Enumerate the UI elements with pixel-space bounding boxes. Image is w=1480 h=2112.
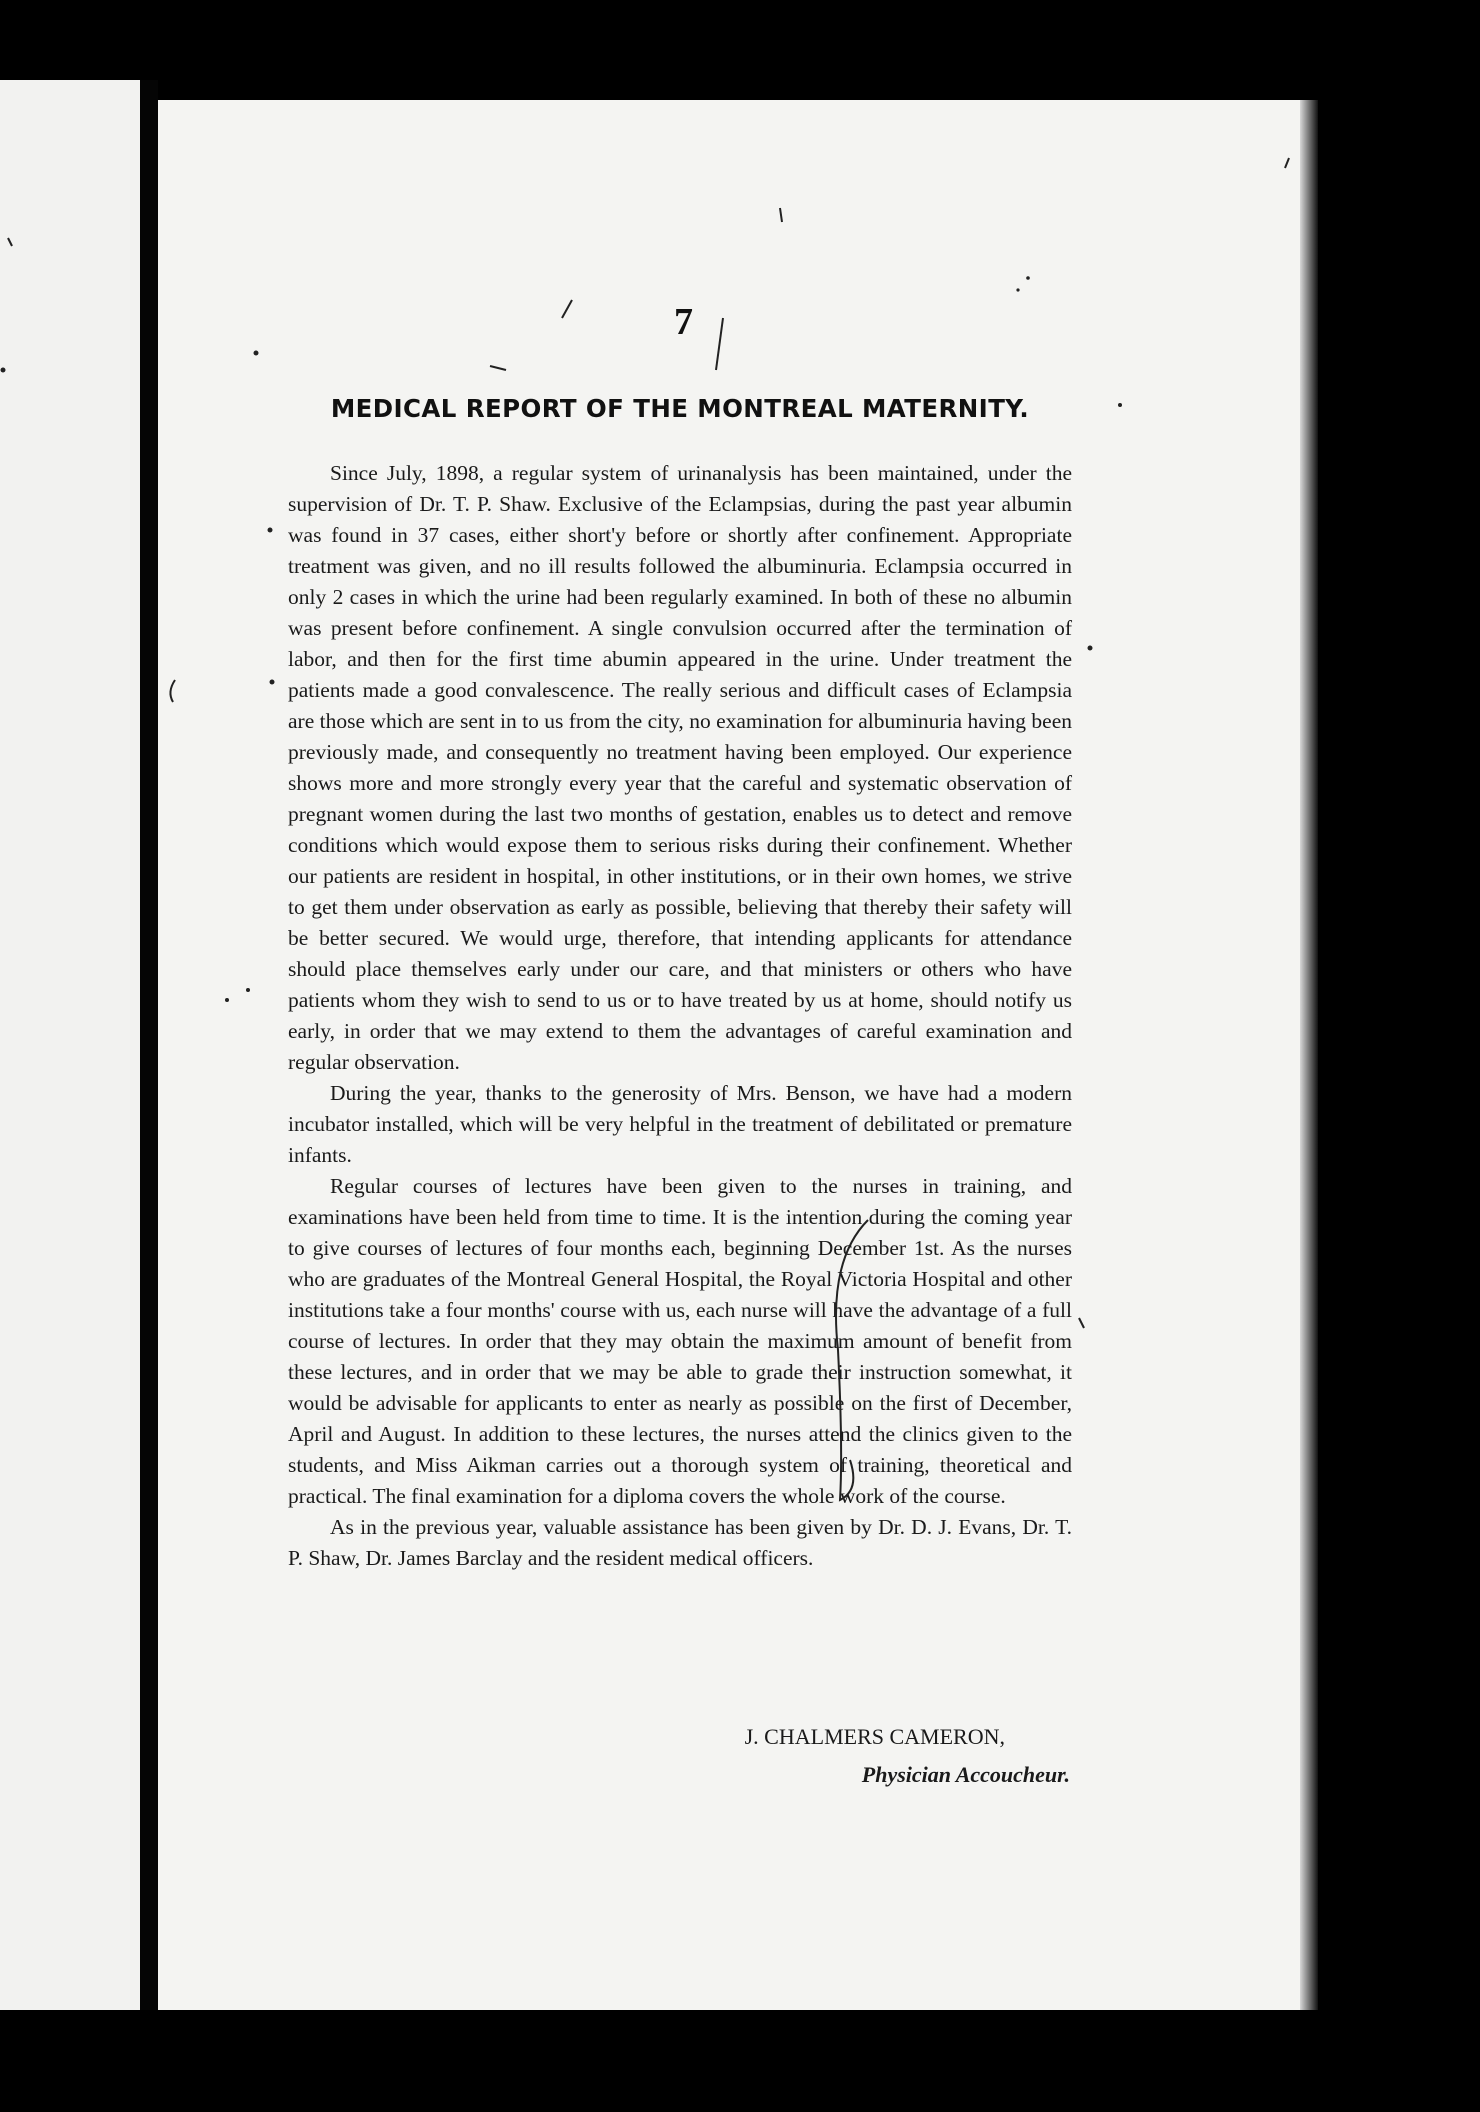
paragraph-urinanalysis: Since July, 1898, a regular system of urinanalysis has been maintained, under the supervision of Dr. T. P. Shaw. Exclusive of the Eclampsias, during the past year albumin was found in 37 cases, either short'y before or shortly after confinement. Appropriate treatment was given, and no ill results followed the albuminuria. Eclampsia occurred in only 2 cases in which the urine had been regularly examined. In both of these no albumin was present before confinement. A single convulsion occurred after the termination of labor, and then for the first time abumin appeared in the urine. Under treatment the patients made a good convalescence. The really serious and difficult cases of Eclampsia are those which are sent in to us from the city, no examination for albuminuria having been previously made, and consequently no treatment having been employed. Our experience shows more and more strongly every year that the careful and systematic observation of pregnant women during the last two months of gestation, enables us to detect and remove conditions which would expose them to serious risks during their confinement. Whether our patients are resident in hospital, in other institutions, or in their own homes, we strive to get them under observation as early as possible, believing that thereby their safety will be better secured. We would urge, therefore, that intending applicants for attendance should place themselves early under our care, and that ministers or others who have patients whom they wish to send to us or to have treated by us at home, should notify us early, in order that we may extend to them the advantages of careful examination and regular observation. — [288, 461, 1072, 1074]
page-number: 7 — [674, 301, 693, 343]
report-body — [288, 458, 1072, 1574]
page-edge-shadow — [1300, 100, 1318, 2010]
report-title: MEDICAL REPORT OF THE MONTREAL MATERNITY. — [330, 394, 1030, 423]
signature-title: Physician Accoucheur. — [861, 1762, 1070, 1787]
paragraph-incubator: During the year, thanks to the generosity of Mrs. Benson, we have had a modern incubator installed, which will be very helpful in the treatment of debilitated or premature infants. — [288, 1081, 1072, 1167]
paragraph-lectures: Regular courses of lectures have been given to the nurses in training, and examinations have been held from time to time. It is the intention during the coming year to give courses of lectures of four months each, beginning December 1st. As the nurses who are graduates of the Montreal General Hospital, the Royal Victoria Hospital and other institutions take a four months' course with us, each nurse will have the advantage of a full course of lectures. In order that they may obtain the maximum amount of benefit from these lectures, and in order that we may be able to grade their instruction somewhat, it would be advisable for applicants to enter as nearly as possible on the first of December, April and August. In addition to these lectures, the nurses attend the clinics given to the students, and Miss Aikman carries out a thorough system of training, theoretical and practical. The final examination for a diploma covers the whole work of the course. — [288, 1174, 1072, 1508]
signature-name: J. CHALMERS CAMERON, — [744, 1724, 1005, 1749]
book-gutter — [140, 80, 158, 2010]
adjacent-page-edge — [0, 80, 140, 2010]
paragraph-acknowledgements: As in the previous year, valuable assistance has been given by Dr. D. J. Evans, Dr. T. P. Shaw, Dr. James Barclay and the resident medical officers. — [288, 1515, 1072, 1570]
